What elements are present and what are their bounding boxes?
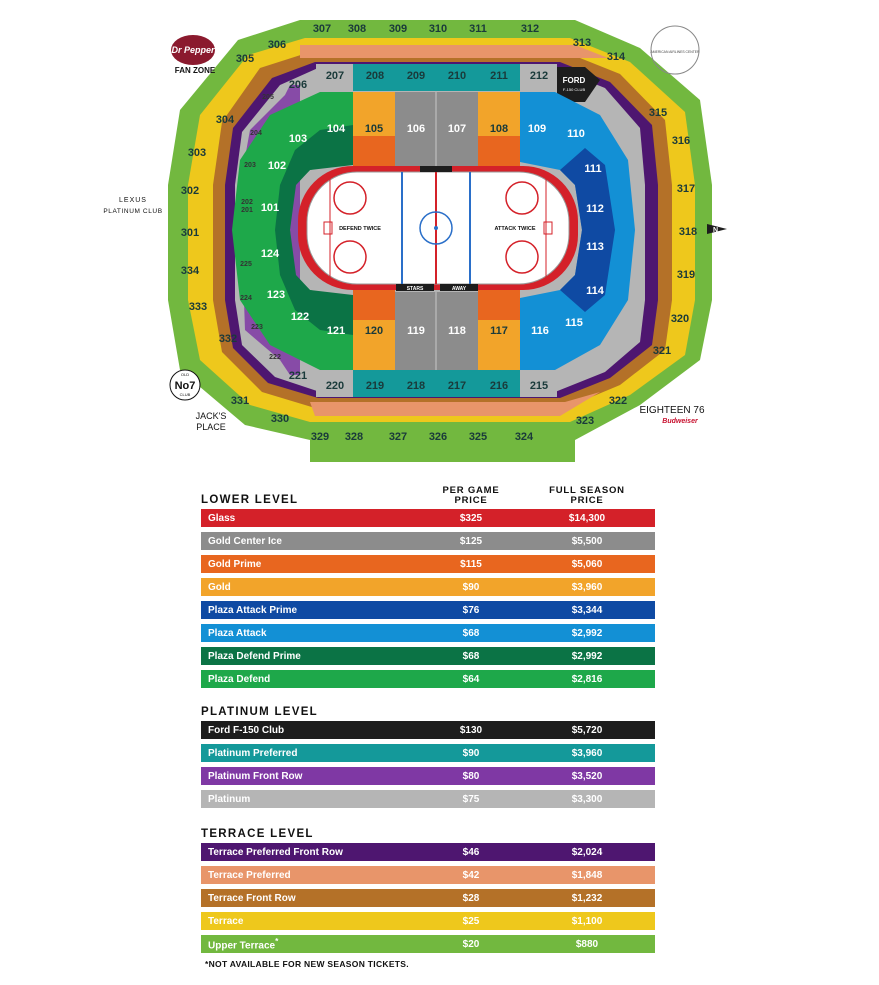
per-game-header: PER GAME PRICE — [442, 485, 500, 506]
price-tier-label: Terrace — [208, 915, 244, 927]
section-102[interactable]: 102 — [267, 160, 287, 172]
section-316[interactable]: 316 — [671, 135, 691, 147]
section-315[interactable]: 315 — [648, 107, 668, 119]
price-tier-name — [201, 651, 411, 662]
section-121[interactable]: 121 — [326, 325, 346, 337]
price-tier-label: Upper Terrace — [208, 940, 276, 952]
budweiser-logo: Budweiser — [662, 418, 698, 425]
no7-bottom: CLUB — [179, 392, 191, 397]
section-312[interactable]: 312 — [520, 23, 540, 35]
lower-row — [201, 647, 655, 665]
section-309[interactable]: 309 — [388, 23, 408, 35]
ford-club-sublabel: F-150 CLUB — [562, 87, 586, 92]
section-307[interactable]: 307 — [312, 23, 332, 35]
section-311[interactable]: 311 — [469, 23, 487, 35]
section-334[interactable]: 334 — [180, 265, 200, 277]
terrace-level-title: TERRACE LEVEL — [201, 828, 314, 840]
per-game-price: $75 — [462, 793, 480, 805]
full-season-price: $14,300 — [568, 512, 606, 524]
section-330[interactable]: 330 — [270, 413, 290, 425]
price-tier-label: Terrace Preferred Front Row — [208, 846, 343, 858]
per-game-price: $115 — [460, 558, 482, 570]
jacks-place-line2: PLACE — [196, 422, 226, 432]
price-tier-label: Gold Prime — [208, 558, 262, 570]
section-224[interactable]: 224 — [240, 295, 252, 302]
per-game-price: $25 — [462, 915, 480, 927]
full-season-price: $2,992 — [571, 627, 603, 639]
full-season-price: $1,848 — [571, 869, 603, 881]
section-111[interactable]: 111 — [584, 163, 602, 175]
per-game-price: $68 — [462, 627, 480, 639]
full-season-price: $3,300 — [571, 793, 603, 805]
attack-twice-label: ATTACK TWICE — [494, 226, 536, 232]
lower-row — [201, 670, 655, 688]
per-game-price: $80 — [462, 770, 480, 782]
per-game-price: $46 — [462, 846, 480, 858]
platinum-level-header — [201, 696, 655, 718]
price-tier-name — [201, 582, 411, 593]
section-317[interactable]: 317 — [676, 183, 696, 195]
section-305[interactable]: 305 — [235, 53, 255, 65]
price-tier-label: Terrace Front Row — [208, 892, 296, 904]
drpepper-logo-text: Dr Pepper — [171, 45, 215, 55]
section-110[interactable]: 110 — [567, 128, 585, 140]
section-320[interactable]: 320 — [670, 313, 690, 325]
price-tier-label: Plaza Attack Prime — [208, 604, 298, 616]
section-124[interactable]: 124 — [260, 248, 280, 260]
per-game-price: $130 — [459, 724, 483, 736]
lower-row — [201, 601, 655, 619]
per-game-price: $20 — [462, 938, 480, 950]
section-314[interactable]: 314 — [606, 51, 626, 63]
full-season-price: $5,500 — [571, 535, 603, 547]
price-tier-label: Platinum Preferred — [208, 747, 298, 759]
section-113[interactable]: 113 — [586, 241, 604, 253]
price-tier-label: Ford F-150 Club — [208, 724, 285, 736]
lower-row — [201, 555, 655, 573]
section-329[interactable]: 329 — [310, 431, 330, 443]
price-tier-label: Terrace Preferred — [208, 869, 291, 881]
section-106[interactable]: 106 — [406, 123, 426, 135]
section-101[interactable]: 101 — [260, 202, 280, 214]
section-205[interactable]: 205 — [262, 94, 274, 101]
full-season-price: $3,960 — [571, 747, 603, 759]
section-325[interactable]: 325 — [468, 431, 488, 443]
price-tier-label: Plaza Attack — [208, 627, 267, 639]
lower-row — [201, 509, 655, 527]
section-331[interactable]: 331 — [230, 395, 250, 407]
gold-prime-120 — [353, 290, 395, 320]
aa-center-label: AMERICAN AIRLINES CENTER — [650, 50, 700, 54]
per-game-price: $90 — [462, 747, 480, 759]
section-114[interactable]: 114 — [586, 285, 604, 297]
section-306[interactable]: 306 — [267, 39, 287, 51]
lower-level-header — [201, 478, 655, 506]
platinum-row — [201, 721, 655, 739]
price-table — [201, 478, 655, 958]
platinum-row — [201, 767, 655, 785]
full-season-price: $5,060 — [571, 558, 603, 570]
section-318[interactable]: 318 — [678, 226, 698, 238]
section-119[interactable]: 119 — [407, 325, 425, 337]
no7-top: OLD — [180, 372, 190, 377]
price-tier-label: Platinum — [208, 793, 251, 805]
section-303[interactable]: 303 — [187, 147, 207, 159]
section-116[interactable]: 116 — [531, 325, 549, 337]
section-218[interactable]: 218 — [406, 380, 426, 392]
per-game-price: $90 — [462, 581, 480, 593]
price-tier-name — [201, 870, 411, 881]
section-310[interactable]: 310 — [428, 23, 448, 35]
full-season-price: $3,960 — [571, 581, 603, 593]
terrace-row — [201, 866, 655, 884]
lower-row — [201, 532, 655, 550]
price-tier-label: Gold — [208, 581, 231, 593]
lower-row — [201, 624, 655, 642]
price-tier-name — [201, 559, 411, 570]
price-tier-name — [201, 794, 411, 805]
section-321[interactable]: 321 — [652, 345, 672, 357]
section-202[interactable]: 202 — [241, 199, 253, 206]
section-308[interactable]: 308 — [347, 23, 367, 35]
full-season-price: $1,100 — [571, 915, 603, 927]
gold-prime-105 — [353, 136, 395, 166]
platinum-level-title: PLATINUM LEVEL — [201, 706, 319, 718]
section-219[interactable]: 219 — [365, 380, 385, 392]
arena-seating-map — [0, 0, 879, 470]
price-tier-name — [201, 605, 411, 616]
lower-row — [201, 578, 655, 596]
per-game-price: $125 — [459, 535, 483, 547]
section-208[interactable]: 208 — [365, 70, 385, 82]
full-season-price: $5,720 — [571, 724, 603, 736]
full-season-price: $880 — [575, 938, 599, 950]
jacks-place-line1: JACK'S — [195, 411, 227, 421]
full-season-price: $1,232 — [571, 892, 603, 904]
gold-prime-117 — [478, 290, 520, 320]
section-117[interactable]: 117 — [490, 325, 508, 337]
section-323[interactable]: 323 — [575, 415, 595, 427]
section-201[interactable]: 201 — [241, 207, 253, 214]
platinum-row — [201, 744, 655, 762]
section-313[interactable]: 313 — [572, 37, 592, 49]
section-203[interactable]: 203 — [244, 162, 256, 169]
section-225[interactable]: 225 — [240, 261, 252, 268]
per-game-price: $42 — [462, 869, 480, 881]
section-211[interactable]: 211 — [490, 70, 508, 82]
section-108[interactable]: 108 — [489, 123, 509, 135]
terrace-preferred-strip-top — [300, 45, 608, 58]
price-tier-name — [201, 893, 411, 904]
section-301[interactable]: 301 — [180, 227, 200, 239]
price-tier-label: Plaza Defend Prime — [208, 650, 301, 662]
terrace-level-rows — [201, 843, 655, 953]
per-game-price: $325 — [459, 512, 483, 524]
platinum-level-rows — [201, 721, 655, 808]
section-204[interactable]: 204 — [250, 130, 262, 137]
lexus-logo: LEXUS — [119, 197, 147, 204]
ford-club-label: FORD — [562, 76, 586, 85]
price-tier-name — [201, 674, 411, 685]
no7-main: No7 — [174, 380, 196, 392]
scorekeeper-bench — [420, 166, 452, 172]
full-season-price: $2,992 — [571, 650, 603, 662]
footnote-mark: * — [275, 936, 279, 947]
section-107[interactable]: 107 — [447, 123, 467, 135]
price-tier-name — [201, 628, 411, 639]
section-215[interactable]: 215 — [529, 380, 549, 392]
gold-prime-108 — [478, 136, 520, 166]
terrace-level-header — [201, 818, 655, 840]
terrace-row — [201, 912, 655, 930]
section-210[interactable]: 210 — [447, 70, 467, 82]
price-tier-name — [201, 771, 411, 782]
section-207[interactable]: 207 — [325, 70, 345, 82]
price-tier-name — [201, 847, 411, 858]
price-tier-label: Platinum Front Row — [208, 770, 303, 782]
section-115[interactable]: 115 — [565, 317, 583, 329]
full-season-price: $2,024 — [571, 846, 603, 858]
per-game-price: $64 — [462, 673, 480, 685]
lower-level-title: LOWER LEVEL — [201, 494, 299, 506]
section-221[interactable]: 221 — [288, 370, 308, 382]
price-tier-name — [201, 536, 411, 547]
section-109[interactable]: 109 — [527, 123, 547, 135]
price-tier-label: Glass — [208, 512, 236, 524]
eighteen76-label: EIGHTEEN 76 — [639, 405, 705, 416]
section-120[interactable]: 120 — [364, 325, 384, 337]
full-season-header: FULL SEASON PRICE — [549, 485, 625, 506]
section-209[interactable]: 209 — [406, 70, 426, 82]
section-112[interactable]: 112 — [586, 203, 604, 215]
section-304[interactable]: 304 — [215, 114, 235, 126]
defend-twice-label: DEFEND TWICE — [339, 226, 381, 232]
terrace-row — [201, 935, 655, 953]
north-marker-label: N — [713, 227, 719, 234]
section-302[interactable]: 302 — [180, 185, 200, 197]
section-216[interactable]: 216 — [489, 380, 509, 392]
section-122[interactable]: 122 — [290, 311, 310, 323]
section-206[interactable]: 206 — [288, 79, 308, 91]
price-tier-label: Plaza Defend — [208, 673, 271, 685]
lower-level-rows — [201, 509, 655, 688]
full-season-price: $2,816 — [571, 673, 603, 685]
stars-bench-label: STARS — [406, 286, 424, 292]
section-324[interactable]: 324 — [514, 431, 534, 443]
full-season-price: $3,520 — [571, 770, 603, 782]
price-tier-name — [201, 725, 411, 736]
section-223[interactable]: 223 — [251, 324, 263, 331]
section-103[interactable]: 103 — [288, 133, 308, 145]
price-tier-name — [201, 936, 411, 951]
away-bench-label: AWAY — [451, 286, 467, 292]
fan-zone-label: FAN ZONE — [174, 66, 216, 75]
footnote: *NOT AVAILABLE FOR NEW SEASON TICKETS. — [205, 959, 409, 969]
terrace-row — [201, 889, 655, 907]
section-212[interactable]: 212 — [529, 70, 549, 82]
section-220[interactable]: 220 — [325, 380, 345, 392]
terrace-row — [201, 843, 655, 861]
section-328[interactable]: 328 — [344, 431, 364, 443]
price-tier-name — [201, 748, 411, 759]
section-217[interactable]: 217 — [447, 380, 467, 392]
section-104[interactable]: 104 — [326, 123, 346, 135]
price-tier-label: Gold Center Ice — [208, 535, 282, 547]
per-game-price: $68 — [462, 650, 480, 662]
section-333[interactable]: 333 — [188, 301, 208, 313]
per-game-price: $28 — [462, 892, 480, 904]
section-222[interactable]: 222 — [269, 354, 281, 361]
section-322[interactable]: 322 — [608, 395, 628, 407]
section-327[interactable]: 327 — [388, 431, 408, 443]
section-118[interactable]: 118 — [448, 325, 466, 337]
full-season-price: $3,344 — [571, 604, 603, 616]
section-105[interactable]: 105 — [364, 123, 384, 135]
platinum-row — [201, 790, 655, 808]
per-game-price: $76 — [462, 604, 480, 616]
price-tier-name — [201, 513, 411, 524]
platinum-club-label: PLATINUM CLUB — [103, 208, 163, 215]
section-332[interactable]: 332 — [218, 333, 238, 345]
section-326[interactable]: 326 — [428, 431, 448, 443]
section-123[interactable]: 123 — [266, 289, 286, 301]
section-319[interactable]: 319 — [676, 269, 696, 281]
price-tier-name — [201, 916, 411, 927]
